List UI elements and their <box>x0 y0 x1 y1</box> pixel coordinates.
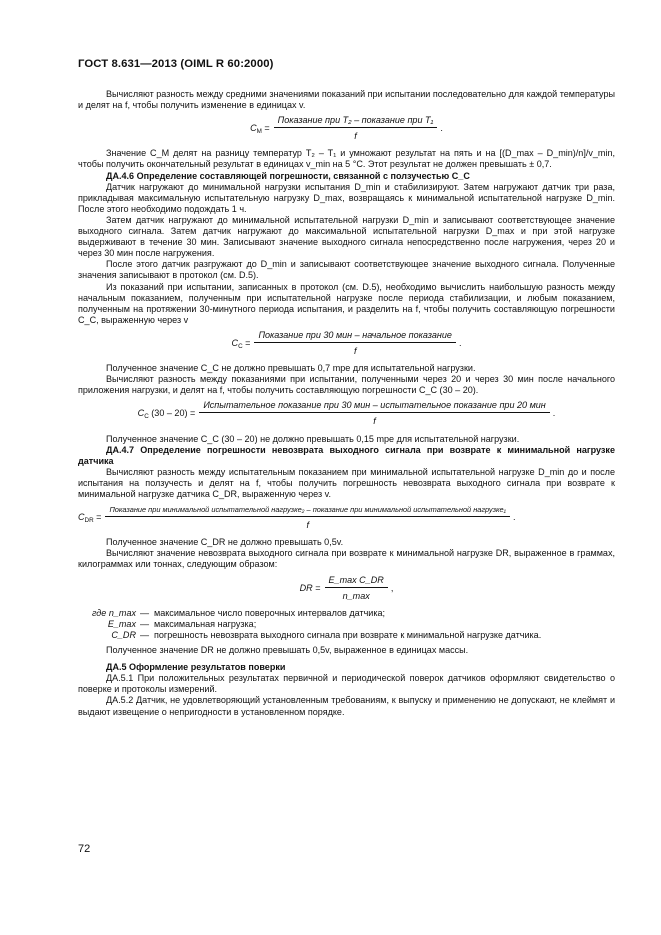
formula-numerator: Испытательное показание при 30 мин – испытательное показание при 20 мин <box>199 400 549 413</box>
legend-symbol: C_DR <box>111 629 136 640</box>
formula-denominator: n_max <box>342 590 370 601</box>
legend-symbol: где n_max <box>91 607 136 618</box>
paragraph: Полученное значение C_DR не должно превышать 0,5v. <box>106 537 344 548</box>
formula-denominator: f <box>354 131 357 142</box>
formula-dr: DR = $\frac{\text{E\_max C\_DR}}{n\_\max}$ , <box>299 574 394 601</box>
legend-text: максимальная нагрузка; <box>154 618 257 629</box>
symbol-legend <box>80 608 615 641</box>
formula-denominator: f <box>353 345 357 356</box>
formula-lhs-sub: C <box>144 413 149 421</box>
paragraph: Полученное значение DR не должно превышать 0,5v, выраженное в единицах массы. <box>106 645 469 656</box>
legend-dash: — <box>140 607 150 618</box>
paragraph: Вычисляют разность между средними значениями показаний при испытании последовательно для каждой температуры и делят на f, чтобы получить изменение в единицах v. <box>78 89 615 111</box>
paragraph: Вычисляют разность между показаниями при испытании, полученными через 20 и через 30 мин после начального приложения нагрузки, и делят на f, чтобы получить составляющую погрешности C_C (30 – 20). <box>78 374 615 396</box>
formula-cc-30-20: $C_C$ (30 – 20) = Испытательное показание при 30 мин – испытательное показание при 20 мин f . <box>137 400 556 427</box>
paragraph: Из показаний при испытании, записанных в протокол (см. D.5), необходимо вычислить наибольшую разность между начальным показанием, полученным при испытательной нагрузке после периода стабилизации, и любым показанием, полученным на протяжении 30-минутного периода испытания, и разделить на f, чтобы получить составляющую погрешности C_C, выраженную через v <box>78 281 615 325</box>
formula-lhs: C <box>78 512 85 523</box>
formula-cm: $C_M$ = $\frac{\text{Показание при T₂ – показание при T₁}}{f}$ . <box>250 115 443 142</box>
formula-denominator: f <box>373 416 376 427</box>
legend-dash: — <box>140 629 150 640</box>
page-number: 72 <box>78 843 91 855</box>
paragraph: Датчик нагружают до минимальной нагрузки испытания D_min и стабилизируют. Затем нагружают датчик три раза, прикладывая максимальную испытательную нагрузку D_max, возвращаясь к минимальной испытательной нагрузке D_min. После этого необходимо подождать 1 ч. <box>78 181 615 214</box>
legend-dash: — <box>140 618 150 629</box>
paragraph: Затем датчик нагружают до минимальной испытательной нагрузки D_min и записывают соответствующее значение выходного сигнала. Затем датчик нагружают до максимальной испытательной нагрузки D_max и при этой нагрузке выдерживают в течение 30 мин. Записывают значение выходного сигнала непосредственно после нагружения, через 20 и через 30 мин после нагружения. <box>78 214 615 259</box>
section-heading: ДА.5 Оформление результатов поверки <box>106 662 286 673</box>
formula-cdr: $C_{DR}$ = Показание при минимальной испытательной нагрузке₂ – показание при минимальной испытательной нагрузке₁ f . <box>78 505 516 531</box>
legend-text: максимальное число поверочных интервалов датчика; <box>154 607 386 618</box>
paragraph: После этого датчик разгружают до D_min и записывают соответствующее значение выходного сигнала. Полученные значения записывают в протокол (см. D.5). <box>78 259 615 281</box>
legend-text: погрешность невозврата выходного сигнала при возврате к минимальной нагрузке датчика. <box>154 629 542 640</box>
formula-numerator: Показание при минимальной испытательной нагрузке₂ – показание при минимальной испытательной нагрузке₁ <box>105 504 510 517</box>
section-heading: ДА.4.6 Определение составляющей погрешности, связанной с ползучестью C_C <box>106 170 470 181</box>
formula-numerator: Показание при 30 мин – начальное показание <box>254 330 456 343</box>
page-header: ГОСТ 8.631—2013 (OIML R 60:2000) <box>78 58 274 70</box>
paragraph: Вычисляют разность между испытательным показанием при минимальной испытательной нагрузке D_min до и после испытания на ползучесть и делят на f, чтобы получить погрешность невозврата выходного сигнала при возврате к минимальной нагрузке датчика C_DR, выраженную через v. <box>78 466 615 499</box>
page-body <box>78 89 615 718</box>
formula-lhs: C <box>231 337 239 348</box>
formula-lhs-sub: DR <box>84 517 94 525</box>
paragraph: ДА.5.2 Датчик, не удовлетворяющий установленным требованиям, к выпуску и применению не допускают, не клеймят и выдают извещение о непригодности в установленном порядке. <box>78 695 615 717</box>
formula-lhs-rest: (30 – 20) = <box>148 408 196 419</box>
formula-lhs: DR <box>299 582 313 593</box>
section-heading: ДА.4.7 Определение погрешности невозврата выходного сигнала при возврате к минимальной нагрузке датчика <box>78 444 615 466</box>
paragraph: Значение C_M делят на разницу температур T₂ – T₁ и умножают результат на пять и на [(D_max – D_min)/n]/v_min, чтобы получить окончательный результат в единицах v_min на 5 °С. Этот результат не должен превышать ± 0,7. <box>78 148 615 170</box>
paragraph: Полученное значение C_C (30 – 20) не должно превышать 0,15 mpe для испытательной нагрузки. <box>106 433 520 444</box>
formula-lhs-sub: C <box>238 342 243 350</box>
paragraph: ДА.5.1 При положительных результатах первичной и периодической поверок датчиков оформляют свидетельство о поверке и протоколы измерений. <box>78 673 615 695</box>
formula-lhs: C <box>137 408 145 419</box>
paragraph: Вычисляют значение невозврата выходного сигнала при возврате к минимальной нагрузке DR, выраженное в граммах, килограммах или тоннах, следующим образом: <box>78 548 615 570</box>
formula-numerator: Показание при T₂ – показание при T₁ <box>274 115 438 128</box>
formula-lhs-sub: M <box>256 128 262 136</box>
formula-cc: $C_C$ = $\frac{\text{Показание при 30 мин – начальное показание}}{f}$ . <box>231 329 462 356</box>
paragraph: Полученное значение C_C не должно превышать 0,7 mpe для испытательной нагрузки. <box>106 363 476 374</box>
legend-symbol: E_max <box>107 618 136 629</box>
formula-lhs: C <box>250 123 257 134</box>
formula-numerator: E_max C_DR <box>325 575 388 588</box>
formula-denominator: f <box>306 520 309 531</box>
